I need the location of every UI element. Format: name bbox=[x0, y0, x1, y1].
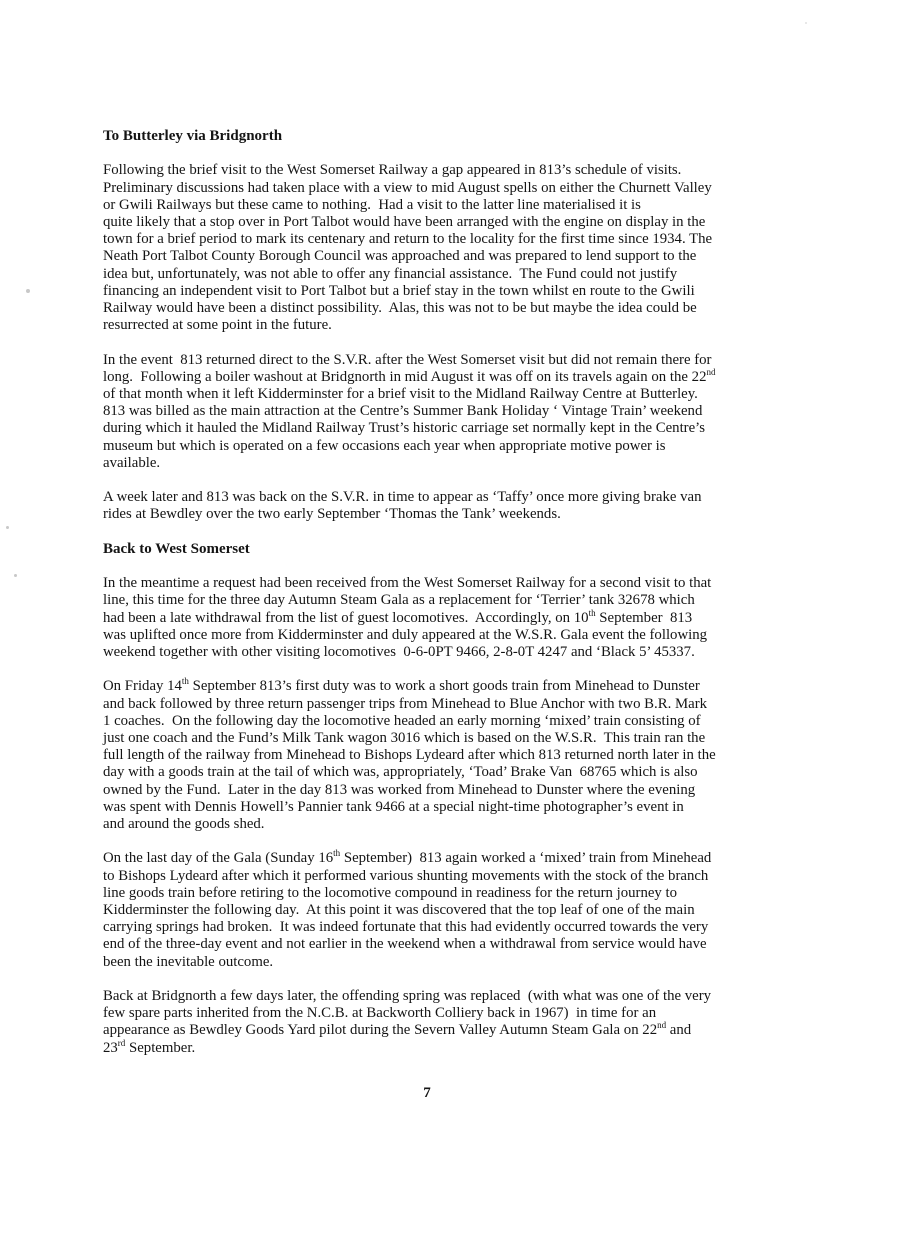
paragraph bbox=[103, 575, 819, 661]
scan-speck bbox=[805, 22, 807, 24]
text-line: 1 coaches. On the following day the locomotive headed an early morning ‘mixed’ train consisting of bbox=[103, 712, 701, 729]
paragraph bbox=[103, 850, 819, 970]
text-line: was uplifted once more from Kidderminster and duly appeared at the W.S.R. Gala event the following bbox=[103, 626, 708, 643]
text-line: end of the three-day event and not earlier in the weekend when a withdrawal from service would have bbox=[103, 936, 707, 953]
paragraph bbox=[103, 489, 819, 523]
section-heading: Back to West Somerset bbox=[103, 540, 250, 557]
text-line: rides at Bewdley over the two early September ‘Thomas the Tank’ weekends. bbox=[103, 506, 561, 523]
ordinal-superscript: nd bbox=[706, 366, 716, 377]
ordinal-superscript: nd bbox=[657, 1020, 667, 1031]
text-line: and back followed by three return passenger trips from Minehead to Blue Anchor with two B.R. Mark bbox=[103, 695, 708, 712]
text-line: long. Following a boiler washout at Bridgnorth in mid August it was off on its travels again on the 22nd bbox=[103, 366, 716, 385]
text-line: was spent with Dennis Howell’s Pannier tank 9466 at a special night-time photographer’s event in bbox=[103, 798, 684, 815]
text-line: or Gwili Railways but these came to nothing. Had a visit to the latter line materialised it is bbox=[103, 196, 641, 213]
text-line: resurrected at some point in the future. bbox=[103, 317, 332, 334]
scan-speck bbox=[26, 289, 30, 293]
text-line: Railway would have been a distinct possibility. Alas, this was not to be but maybe the idea could be bbox=[103, 300, 697, 317]
ordinal-superscript: th bbox=[181, 676, 189, 687]
text-line: just one coach and the Fund’s Milk Tank wagon 3016 which is based on the W.S.R. This train ran the bbox=[103, 730, 706, 747]
paragraph bbox=[103, 988, 819, 1057]
text-line: 23rd September. bbox=[103, 1037, 196, 1056]
document-body bbox=[103, 128, 819, 1074]
text-line: few spare parts inherited from the N.C.B. at Backworth Colliery back in 1967) in time for an bbox=[103, 1005, 657, 1022]
text-line: appearance as Bewdley Goods Yard pilot during the Severn Valley Autumn Steam Gala on 22nd and bbox=[103, 1020, 692, 1039]
text-line: A week later and 813 was back on the S.V.R. in time to appear as ‘Taffy’ once more giving brake van bbox=[103, 489, 702, 506]
text-line: 813 was billed as the main attraction at the Centre’s Summer Bank Holiday ‘ Vintage Train’ weekend bbox=[103, 403, 703, 420]
text-line: during which it hauled the Midland Railway Trust’s historic carriage set normally kept in the Centre’s bbox=[103, 420, 706, 437]
text-line: and around the goods shed. bbox=[103, 816, 265, 833]
text-line: of that month when it left Kidderminster for a brief visit to the Midland Railway Centre at Butterley. bbox=[103, 386, 698, 403]
text-line: been the inevitable outcome. bbox=[103, 953, 274, 970]
scan-speck bbox=[14, 574, 17, 577]
text-line: Back at Bridgnorth a few days later, the offending spring was replaced (with what was one of the very bbox=[103, 988, 712, 1005]
scan-speck bbox=[6, 526, 9, 529]
paragraph bbox=[103, 678, 819, 833]
text-line: owned by the Fund. Later in the day 813 was worked from Minehead to Dunster where the evening bbox=[103, 781, 696, 798]
text-line: Kidderminster the following day. At this point it was discovered that the top leaf of one of the main bbox=[103, 902, 695, 919]
ordinal-superscript: rd bbox=[117, 1037, 126, 1048]
text-line: Following the brief visit to the West Somerset Railway a gap appeared in 813’s schedule of visits. bbox=[103, 162, 682, 179]
text-line: idea but, unfortunately, was not able to offer any financial assistance. The Fund could not justify bbox=[103, 265, 678, 282]
text-line: On the last day of the Gala (Sunday 16th September) 813 again worked a ‘mixed’ train from Minehead bbox=[103, 848, 712, 867]
text-line: available. bbox=[103, 454, 161, 471]
text-line: line, this time for the three day Autumn Steam Gala as a replacement for ‘Terrier’ tank 32678 which bbox=[103, 592, 695, 609]
text-line: Preliminary discussions had taken place with a view to mid August spells on either the Churnett Valley bbox=[103, 179, 712, 196]
text-line: Neath Port Talbot County Borough Council was approached and was prepared to lend support to the bbox=[103, 248, 697, 265]
section-heading: To Butterley via Bridgnorth bbox=[103, 128, 283, 144]
text-line: weekend together with other visiting locomotives 0-6-0PT 9466, 2-8-0T 4247 and ‘Black 5’ 45337. bbox=[103, 644, 695, 661]
text-line: financing an independent visit to Port Talbot but a brief stay in the town whilst en route to the Gwili bbox=[103, 282, 695, 299]
paragraph bbox=[103, 352, 819, 472]
text-line: In the meantime a request had been received from the West Somerset Railway for a second visit to that bbox=[103, 575, 712, 592]
ordinal-superscript: th bbox=[588, 607, 596, 618]
text-line: museum but which is operated on a few occasions each year when appropriate motive power is bbox=[103, 437, 666, 454]
text-line: On Friday 14th September 813’s first duty was to work a short goods train from Minehead to Dunster bbox=[103, 676, 700, 695]
ordinal-superscript: th bbox=[333, 848, 341, 859]
text-line: full length of the railway from Minehead to Bishops Lydeard after which 813 returned north later in the bbox=[103, 747, 716, 764]
text-line: had been a late withdrawal from the list of guest locomotives. Accordingly, on 10th September 813 bbox=[103, 607, 693, 626]
text-line: In the event 813 returned direct to the S.V.R. after the West Somerset visit but did not remain there for bbox=[103, 351, 712, 368]
text-line: day with a goods train at the tail of which was, appropriately, ‘Toad’ Brake Van 68765 which is also bbox=[103, 764, 698, 781]
text-line: to Bishops Lydeard after which it performed various shunting movements with the stock of the branch bbox=[103, 867, 709, 884]
paragraph bbox=[103, 162, 819, 334]
text-line: carrying springs had broken. It was indeed fortunate that this had evidently occurred towards the very bbox=[103, 919, 709, 936]
text-line: quite likely that a stop over in Port Talbot would have been arranged with the engine on display in the bbox=[103, 214, 706, 230]
text-line: line goods train before retiring to the locomotive compound in readiness for the return journey to bbox=[103, 884, 678, 901]
page-number: 7 bbox=[423, 1085, 431, 1101]
text-line: town for a brief period to mark its centenary and return to the locality for the first time since 1934. The bbox=[103, 231, 713, 248]
